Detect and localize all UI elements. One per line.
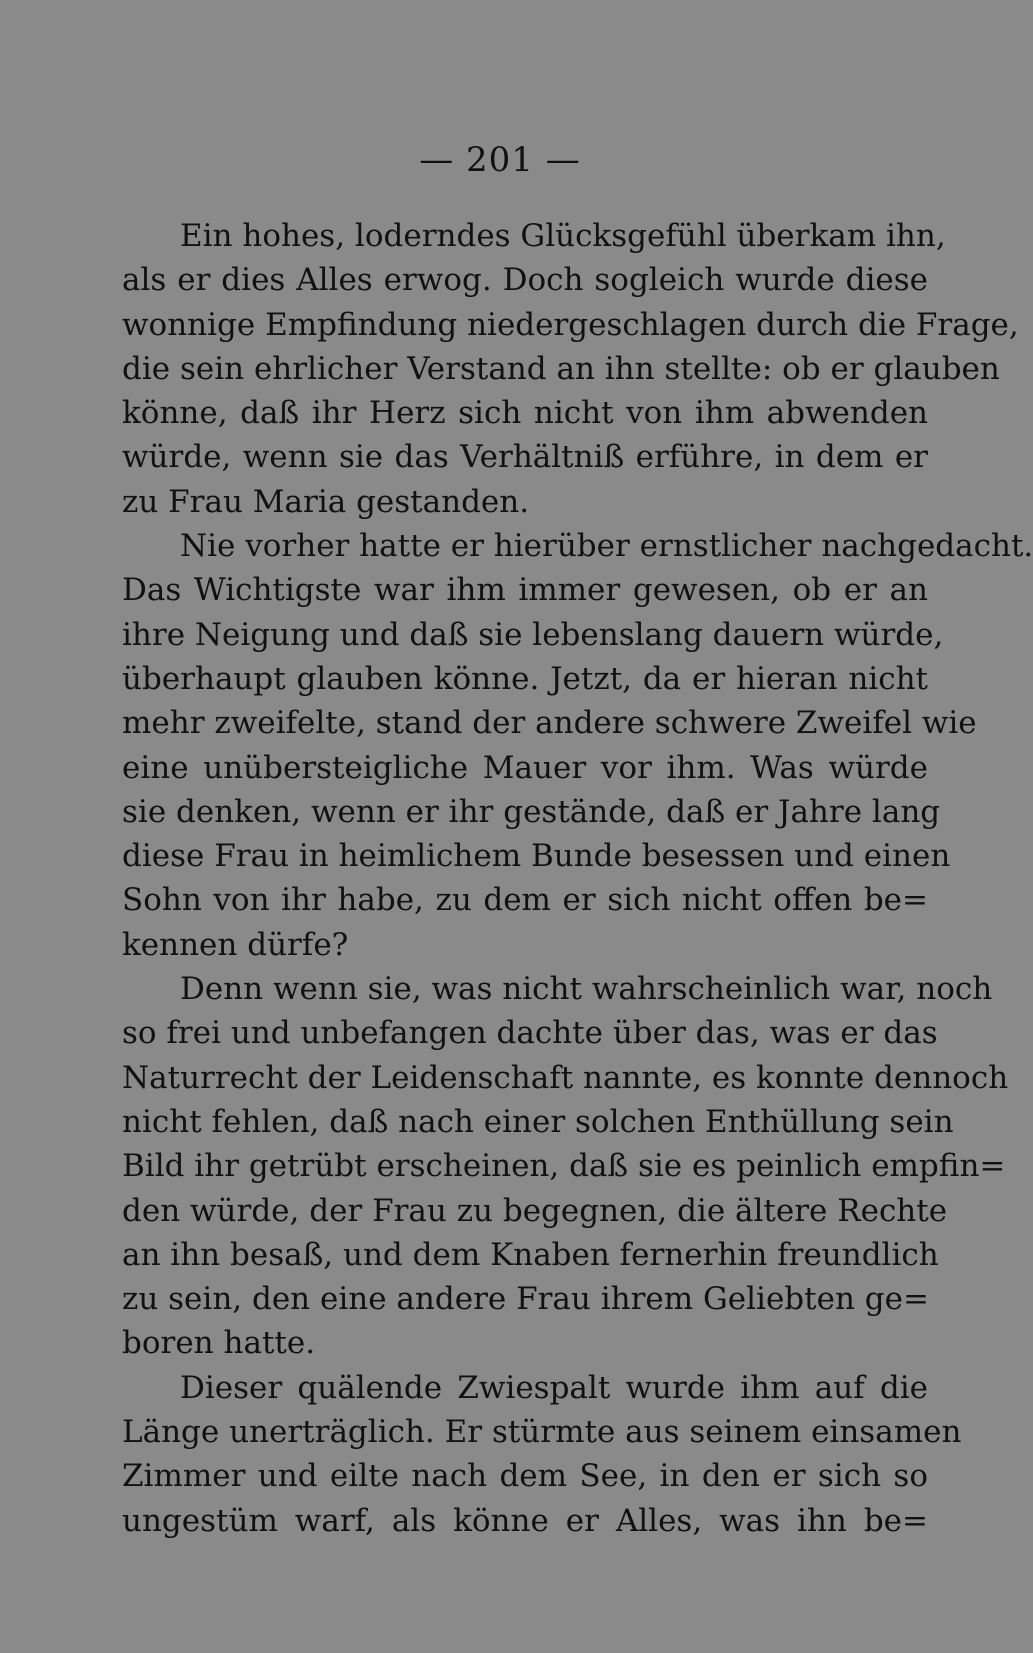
text-line: Nie vorher hatte er hierüber ernstlicher nachgedacht. xyxy=(180,528,1033,565)
paragraph xyxy=(122,1366,962,1543)
text-line: die sein ehrlicher Verstand an ihn stellte: ob er glauben xyxy=(122,350,1000,387)
paragraph xyxy=(122,214,1019,524)
text-line: zu Frau Maria gestanden. xyxy=(122,483,530,520)
text-line: Zimmer und eilte nach dem See, in den er sich so xyxy=(122,1458,928,1495)
text-line: nicht fehlen, daß nach einer solchen Enthüllung sein xyxy=(122,1103,954,1140)
text-line: würde, wenn sie das Verhältniß erführe, in dem er xyxy=(122,439,928,476)
text-line: als er dies Alles erwog. Doch sogleich wurde diese xyxy=(122,262,928,299)
text-line: mehr zweifelte, stand der andere schwere Zweifel wie xyxy=(122,705,977,742)
text-line: Sohn von ihr habe, zu dem er sich nicht offen be= xyxy=(122,882,928,919)
text-line: Länge unerträglich. Er stürmte aus seinem einsamen xyxy=(122,1414,962,1451)
text-line: ihre Neigung und daß sie lebenslang dauern würde, xyxy=(122,616,944,653)
text-line: Das Wichtigste war ihm immer gewesen, ob er an xyxy=(122,572,928,609)
text-line: zu sein, den eine andere Frau ihrem Geliebten ge= xyxy=(122,1281,929,1318)
text-line: so frei und unbefangen dachte über das, was er das xyxy=(122,1015,938,1052)
text-line: Dieser quälende Zwiespalt wurde ihm auf die xyxy=(180,1369,928,1406)
page-number: — 201 — xyxy=(419,140,581,180)
paragraph xyxy=(122,524,1033,967)
text-line: Bild ihr getrübt erscheinen, daß sie es peinlich empfin= xyxy=(122,1148,1006,1185)
text-line: diese Frau in heimlichem Bunde besessen und einen xyxy=(122,838,951,875)
paragraph xyxy=(122,967,1009,1366)
text-line: Denn wenn sie, was nicht wahrscheinlich war, noch xyxy=(180,971,993,1008)
text-line: könne, daß ihr Herz sich nicht von ihm abwenden xyxy=(122,395,928,432)
text-line: sie denken, wenn er ihr gestände, daß er Jahre lang xyxy=(122,793,941,830)
text-line: ungestüm warf, als könne er Alles, was ihn be= xyxy=(122,1502,928,1539)
text-line: den würde, der Frau zu begegnen, die ältere Rechte xyxy=(122,1192,948,1229)
text-line: kennen dürfe? xyxy=(122,926,349,963)
text-line: eine unübersteigliche Mauer vor ihm. Was würde xyxy=(122,749,928,786)
body-text xyxy=(122,214,1033,1543)
text-line: wonnige Empfindung niedergeschlagen durch die Frage, xyxy=(122,306,1019,343)
text-line: boren hatte. xyxy=(122,1325,316,1362)
text-line: Ein hohes, loderndes Glücksgefühl überkam ihn, xyxy=(180,218,946,254)
text-line: an ihn besaß, und dem Knaben fernerhin freundlich xyxy=(122,1236,939,1273)
text-line: Naturrecht der Leidenschaft nannte, es konnte dennoch xyxy=(122,1059,1009,1096)
text-line: überhaupt glauben könne. Jetzt, da er hieran nicht xyxy=(122,660,928,697)
